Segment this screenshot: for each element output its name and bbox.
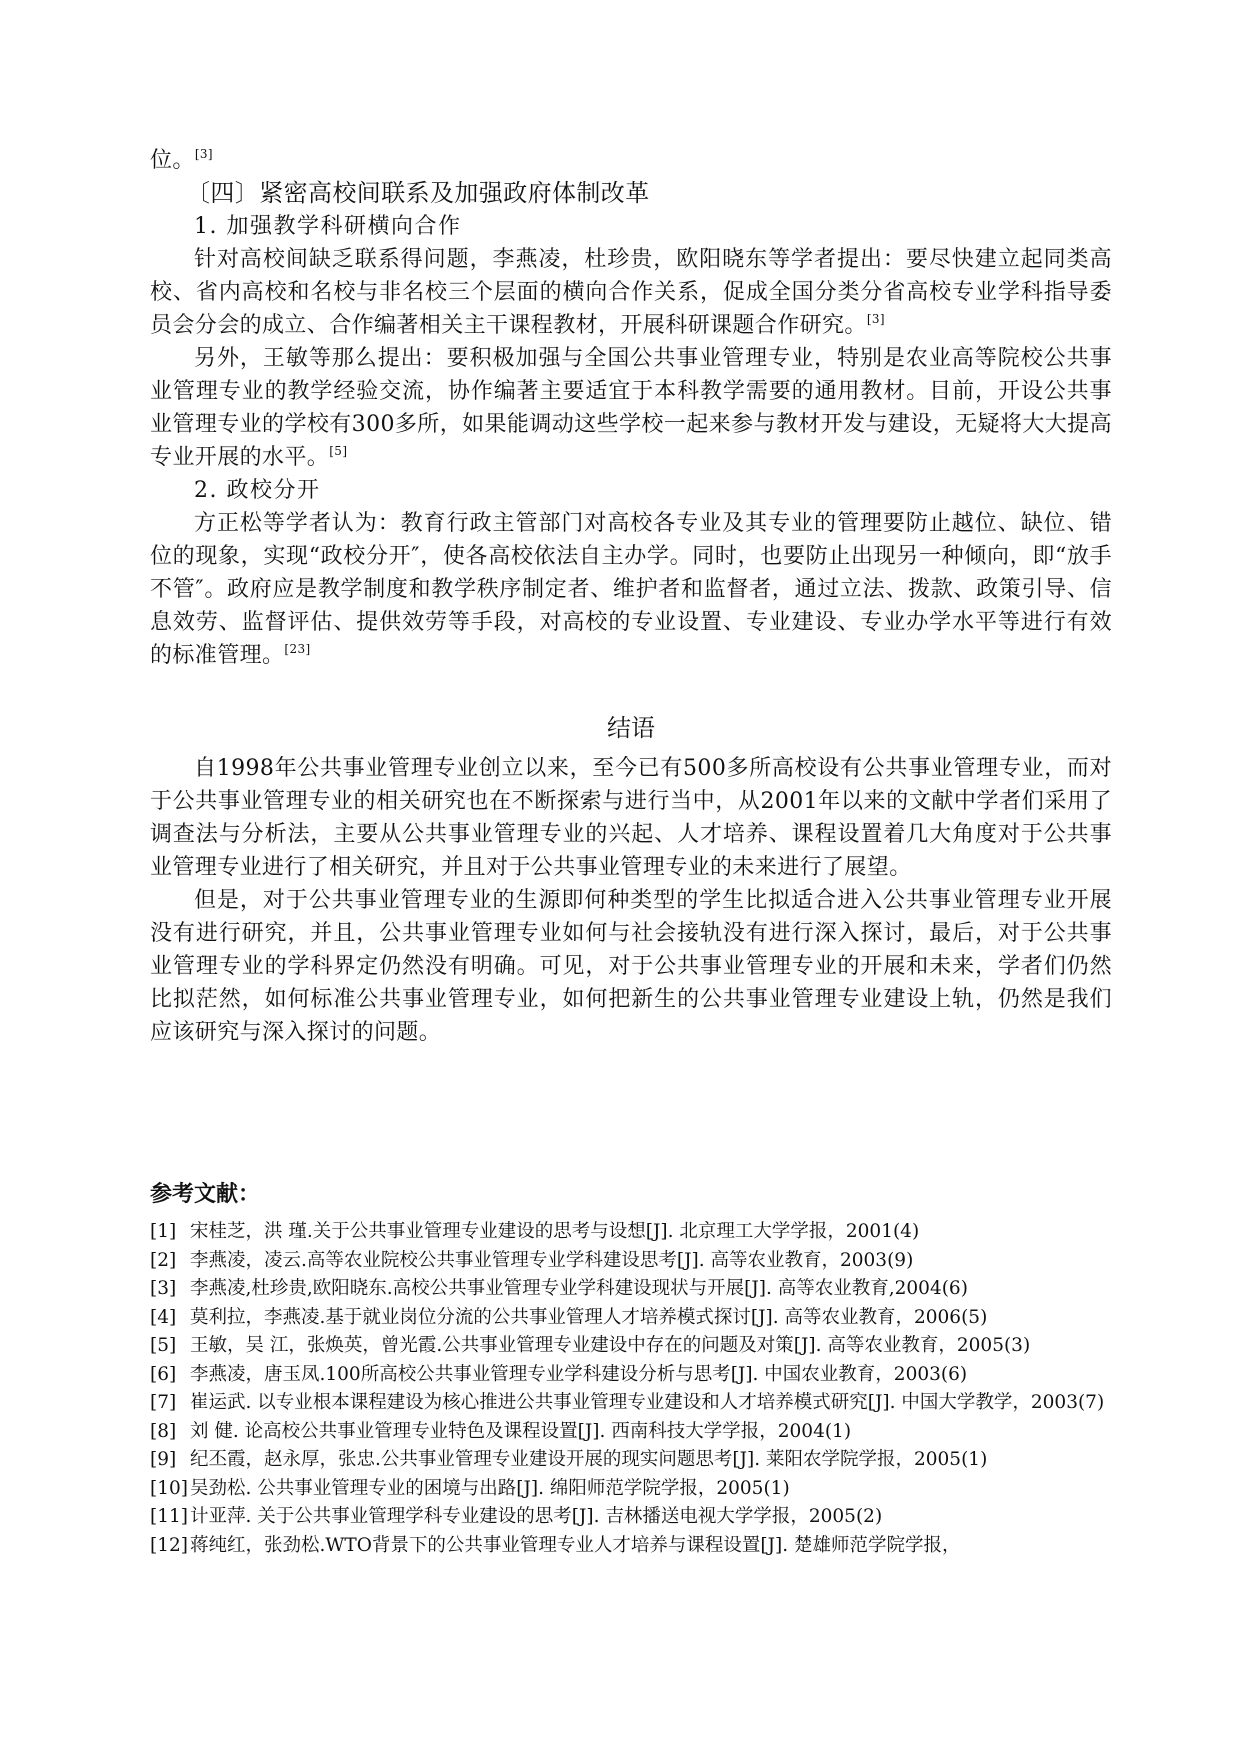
- reference-number: [6]: [150, 1363, 177, 1385]
- reference-item: [150, 1275, 1112, 1304]
- reference-item: [150, 1532, 1112, 1561]
- reference-text: 王敏，吴 江，张焕英，曾光霞.公共事业管理专业建设中存在的问题及对策[J]. 高等农业教育，2005(3): [190, 1335, 1031, 1356]
- reference-text: 莫利拉，李燕凌.基于就业岗位分流的公共事业管理人才培养模式探讨[J]. 高等农业教育，2006(5): [190, 1306, 988, 1328]
- paragraph-text: 针对高校间缺乏联系得问题，李燕凌，杜珍贵，欧阳晓东等学者提出：要尽快建立起同类高校、省内高校和名校与非名校三个层面的横向合作关系，促成全国分类分省高校专业学科指导委员会分会的成立、合作编著相关主干课程教材，开展科研课题合作研究。: [150, 247, 1112, 338]
- paragraph-text: 位。: [150, 148, 195, 173]
- paragraph-text: 方正松等学者认为：教育行政主管部门对高校各专业及其专业的管理要防止越位、缺位、错位的现象，实现“政校分开″，使各高校依法自主办学。同时，也要防止出现另一种倾向，即“放手不管″。政府应是教学制度和教学秩序制定者、维护者和监督者，通过立法、拨款、政策引导、信息效劳、监督评估、提供效劳等手段，对高校的专业设置、专业建设、专业办学水平等进行有效的标准管理。: [150, 511, 1112, 668]
- reference-item: [150, 1247, 1112, 1276]
- paragraph: [150, 342, 1112, 474]
- reference-text: 崔运武. 以专业根本课程建设为核心推进公共事业管理专业建设和人才培养模式研究[J]. 中国大学教学，2003(7): [190, 1392, 1105, 1413]
- reference-text: 纪丕霞，赵永厚，张忠.公共事业管理专业建设开展的现实问题思考[J]. 莱阳农学院学报，2005(1): [190, 1449, 988, 1470]
- reference-text: 李燕凌，唐玉凤.100所高校公共事业管理专业学科建设分析与思考[J]. 中国农业教育，2003(6): [190, 1363, 968, 1385]
- paragraph-text: 另外，王敏等那么提出：要积极加强与全国公共事业管理专业，特别是农业高等院校公共事业管理专业的教学经验交流，协作编著主要适宜于本科教学需要的通用教材。目前，开设公共事业管理专业的学校有300多所，如果能调动这些学校一起来参与教材开发与建设，无疑将大大提高专业开展的水平。: [150, 346, 1112, 470]
- reference-item: [150, 1446, 1112, 1475]
- paragraph: 自1998年公共事业管理专业创立以来，至今已有500多所高校设有公共事业管理专业，而对于公共事业管理专业的相关研究也在不断探索与进行当中，从2001年以来的文献中学者们采用了调查法与分析法，主要从公共事业管理专业的兴起、人才培养、课程设置着几大角度对于公共事业管理专业进行了相关研究，并且对于公共事业管理专业的未来进行了展望。: [150, 756, 1112, 880]
- reference-item: [150, 1218, 1112, 1247]
- references-list: [150, 1218, 1112, 1560]
- conclusion-section: [150, 752, 1112, 1049]
- paragraph: [150, 243, 1112, 342]
- reference-item: [150, 1332, 1112, 1361]
- reference-number: [3]: [150, 1278, 177, 1299]
- paragraph: 但是，对于公共事业管理专业的生源即何种类型的学生比拟适合进入公共事业管理专业开展没有进行研究，并且，公共事业管理专业如何与社会接轨没有进行深入探讨，最后，对于公共事业管理专业的学科界定仍然没有明确。可见，对于公共事业管理专业的开展和未来，学者们仍然比拟茫然，如何标准公共事业管理专业，如何把新生的公共事业管理专业建设上轨，仍然是我们应该研究与深入探讨的问题。: [150, 888, 1112, 1045]
- paragraph-fragment: [150, 144, 1112, 177]
- reference-text: 李燕凌，凌云.高等农业院校公共事业管理专业学科建设思考[J]. 高等农业教育，2003(9): [190, 1249, 914, 1271]
- reference-number: [5]: [150, 1335, 177, 1356]
- conclusion-title: 结语: [607, 714, 655, 742]
- section-continuation: [150, 144, 1112, 672]
- reference-number: [12]: [150, 1534, 188, 1556]
- subsection-heading-1: 1. 加强教学科研横向合作: [194, 214, 462, 239]
- reference-text: 吴劲松. 公共事业管理专业的困境与出路[J]. 绵阳师范学院学报，2005(1): [190, 1477, 790, 1499]
- reference-item: [150, 1475, 1112, 1504]
- reference-item: [150, 1361, 1112, 1390]
- reference-number: [8]: [150, 1420, 177, 1442]
- reference-number: [7]: [150, 1392, 177, 1413]
- reference-text: 宋桂芝，洪 瑾.关于公共事业管理专业建设的思考与设想[J]. 北京理工大学学报，2001(4): [190, 1221, 920, 1242]
- reference-text: 蒋纯红，张劲松.WTO背景下的公共事业管理专业人才培养与课程设置[J]. 楚雄师范学院学报，: [190, 1534, 961, 1556]
- reference-item: [150, 1503, 1112, 1532]
- reference-number: [9]: [150, 1449, 177, 1470]
- paragraph: [150, 507, 1112, 672]
- reference-number: [2]: [150, 1249, 177, 1271]
- reference-text: 刘 健. 论高校公共事业管理专业特色及课程设置[J]. 西南科技大学学报，2004(1): [190, 1420, 852, 1442]
- reference-item: [150, 1418, 1112, 1447]
- reference-number: [4]: [150, 1306, 177, 1328]
- section-heading: 〔四〕紧密高校间联系及加强政府体制改革: [186, 179, 650, 207]
- references-heading: 参考文献：: [150, 1182, 261, 1207]
- subsection-heading-2: 2. 政校分开: [194, 478, 321, 503]
- reference-number: [11]: [150, 1506, 188, 1527]
- citation-marker: [23]: [284, 642, 311, 656]
- reference-text: 计亚萍. 关于公共事业管理学科专业建设的思考[J]. 吉林播送电视大学学报，2005(2): [190, 1506, 883, 1527]
- reference-item: [150, 1389, 1112, 1418]
- reference-number: [10]: [150, 1477, 188, 1499]
- reference-text: 李燕凌,杜珍贵,欧阳晓东.高校公共事业管理专业学科建设现状与开展[J]. 高等农业教育,2004(6): [190, 1278, 968, 1299]
- citation-marker: [3]: [194, 147, 214, 161]
- reference-number: [1]: [150, 1221, 177, 1242]
- citation-marker: [5]: [329, 444, 348, 458]
- reference-item: [150, 1304, 1112, 1333]
- citation-marker: [3]: [866, 312, 886, 326]
